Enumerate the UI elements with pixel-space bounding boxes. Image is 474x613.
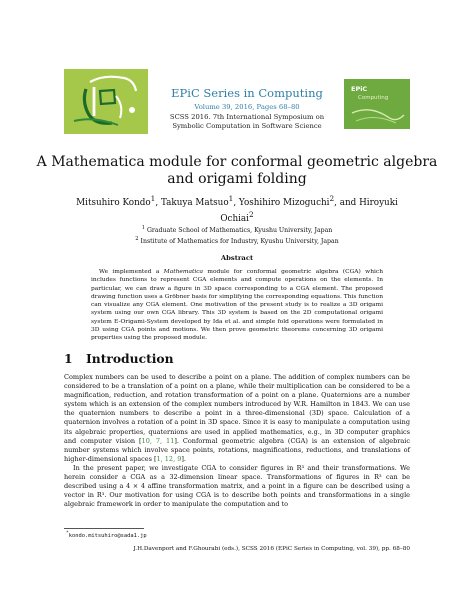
citation-link[interactable]: 1, 12, 9 bbox=[156, 454, 182, 463]
section-number: 1 bbox=[64, 351, 73, 366]
body-paragraph: In the present paper, we investigate CGA to consider figures in R³ and their transformations. We herein consider a CGA as a 32-dimension linear space. Transformations of figures in R³ can be described using a 4 × 4 affine transformation matrix, and a point in a figure can be described using a vector in R³. Our motivation for using CGA is to describe both points and transformations in a single algebraic framework in order to manipulate the computation and to bbox=[64, 463, 410, 509]
author-name: Mitsuhiro Kondo bbox=[76, 197, 151, 208]
affiliation-text: Institute of Mathematics for Industry, Kyushu University, Japan bbox=[140, 238, 339, 246]
affiliation bbox=[80, 224, 394, 235]
volume-info: Volume 39, 2016, Pages 68–80 bbox=[194, 103, 300, 111]
citation-link[interactable]: 10, 7, 11 bbox=[141, 436, 175, 445]
footnote bbox=[66, 531, 147, 539]
page-footer: J.H.Davenport and F.Ghourabi (eds.), SCSS 2016 (EPiC Series in Computing, vol. 39), pp. 68–80 bbox=[133, 546, 410, 552]
author-name: Yoshihiro Mizoguchi bbox=[238, 197, 330, 208]
section-heading bbox=[64, 351, 174, 366]
epic-illustration-icon bbox=[64, 69, 148, 134]
abstract-text: We implemented a bbox=[99, 269, 164, 275]
symposium-line: SCSS 2016. 7th International Symposium on bbox=[169, 113, 325, 121]
author-list: Mitsuhiro Kondo$^1$, Takuya Matsuo$^1$, Yoshihiro Mizoguchi$^2$, and Hiroyuki Ochiai$^2$ bbox=[76, 194, 398, 225]
body-text: ]. bbox=[181, 454, 186, 463]
abstract-emphasis: Mathematica bbox=[163, 269, 204, 275]
epic-computing-logo bbox=[344, 79, 410, 129]
author-name: Takuya Matsuo bbox=[160, 197, 229, 208]
affiliation-text: Graduate School of Mathematics, Kyushu University, Japan bbox=[146, 227, 333, 235]
affiliation-mark: 1 bbox=[228, 194, 234, 203]
abstract-body bbox=[91, 268, 383, 342]
title-line: A Mathematica module for conformal geometric algebra bbox=[36, 154, 438, 170]
affiliation-mark: 2 bbox=[249, 210, 254, 220]
title-line: and origami folding bbox=[167, 170, 307, 187]
body-text: ]. Conformal geometric algebra (CGA) is an extension of algebraic number systems which involve space points, rotations, magnifications, reductions, and translations of higher-dimensional spaces [ bbox=[64, 436, 411, 463]
affiliation-mark: 1 bbox=[150, 194, 156, 203]
footnote-mark: * bbox=[66, 531, 69, 536]
section-title: Introduction bbox=[86, 351, 174, 366]
paper-title bbox=[0, 154, 474, 187]
symposium-info bbox=[150, 113, 344, 131]
affiliation-mark: 2 bbox=[329, 194, 335, 203]
logo-swirl-icon bbox=[344, 79, 410, 129]
affiliation bbox=[80, 235, 394, 246]
footnote-rule bbox=[64, 528, 144, 529]
author-name: Hiroyuki Ochiai bbox=[220, 197, 398, 225]
body-paragraph bbox=[64, 373, 410, 464]
section-body bbox=[64, 373, 410, 509]
body-text: Complex numbers can be used to describe a point on a plane. The addition of complex numbers can be considered to be a translation of a point on a plane, while their multiplication can be considered to be a magnification, reduction, and rotation transformation of a point on a plane. Quaternions are a number system which is an extension of the complex numbers introduced by W.R. Hamilton in 1843. We can use the quaternion numbers to describe a point in a three-dimensional (3D) space. Calculation of a quaternion involves a rotation of a point in 3D space. Since it is easy to manipulate a computation using its algebraic properties, quaternions are used in applied mathematics, e.g., in 3D computer graphics and computer vision [ bbox=[64, 373, 410, 445]
logo-text-epic: EPiC bbox=[351, 85, 368, 93]
abstract-text: module for conformal geometric algebra (CGA) which includes functions to represent CGA elements and compute operations on the elements. In particular, we can draw a figure in 3D space corresponding to a CGA element. The proposed drawing function uses a Gröbner basis for simplifying the corresponding equations. This function can visualize any CGA element. One motivation of the present study is to realize a 3D origami system using our own CGA library. This 3D system is based on the 2D computational origami system E-Origami-System developed by Ida et al. and simple fold operations were formulated in 3D using CGA points and motions. We then prove geometric theorems concerning 3D origami properties using the proposed module. bbox=[91, 269, 383, 341]
logo-text-computing: Computing bbox=[358, 95, 389, 101]
footnote-email: kondo.mitsuhiro@sada1.jp bbox=[68, 532, 147, 539]
abstract-heading: Abstract bbox=[220, 254, 254, 262]
affiliation-mark: 1 bbox=[141, 225, 145, 231]
abstract-paragraph bbox=[91, 268, 383, 342]
epic-logo-left bbox=[64, 69, 148, 134]
affiliations bbox=[80, 224, 394, 247]
affiliation-mark: 2 bbox=[135, 236, 139, 243]
symposium-line: Symbolic Computation in Software Science bbox=[172, 122, 322, 131]
series-name: EPiC Series in Computing bbox=[171, 86, 323, 100]
